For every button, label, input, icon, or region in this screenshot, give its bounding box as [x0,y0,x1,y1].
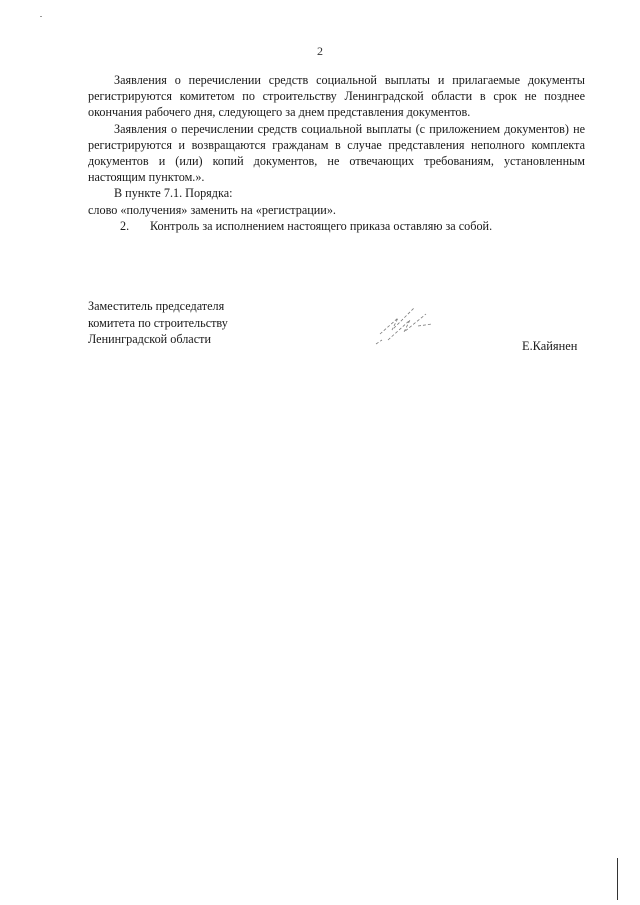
signatory-title-line: Заместитель председателя [88,299,225,313]
signer-name: Е.Кайянен [522,339,578,353]
paragraph-registration: Заявления о перечислении средств социальной выплаты и прилагаемые документы регистрируются комитетом по строительству Ленинградской области в срок не позднее окончания рабочего дня, следующего за днем представления документов. [88,73,585,120]
replacement-line: слово «получения» заменить на «регистрации». [88,202,336,217]
document-body [88,72,585,234]
clause-line: В пункте 7.1. Порядка: [114,186,233,201]
signatory-title-line: Ленинградской области [88,332,211,346]
handwritten-signature [370,300,440,350]
page-number: 2 [317,44,323,58]
paragraph-rejection: Заявления о перечислении средств социальной выплаты (с приложением документов) не регистрируются и возвращаются гражданам в случае представления неполного комплекта документов и (или) копий документов, не отвечающих требованиям, установленным настоящим пунктом.». [88,121,585,185]
item-number: 2. [120,218,130,233]
item-text: Контроль за исполнением настоящего приказа оставляю за собой. [150,218,493,233]
signatory-title-line: комитета по строительству [88,315,228,330]
scan-edge-line [617,858,618,900]
numbered-item [88,218,585,234]
signatory-title [88,298,228,348]
scan-artifact [40,16,42,17]
